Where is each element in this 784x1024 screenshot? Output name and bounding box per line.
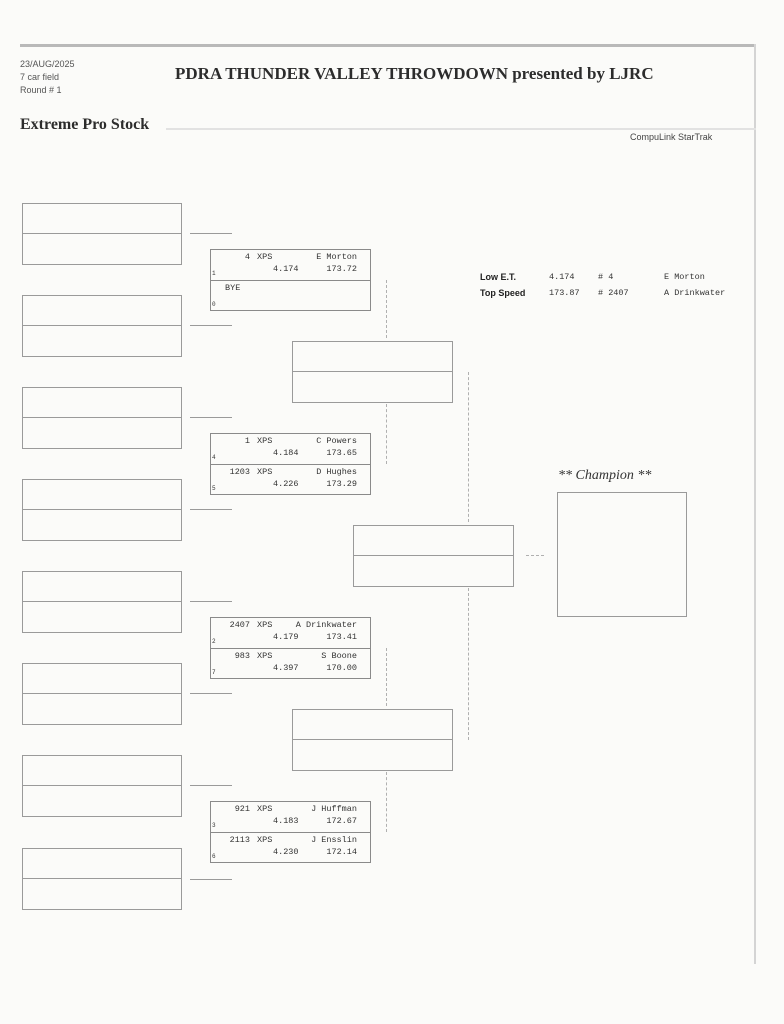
empty-slot xyxy=(22,571,182,633)
champion-box xyxy=(557,492,687,617)
class-code: XPS xyxy=(257,467,273,477)
connector-line xyxy=(190,879,232,880)
trap-speed: 172.67 xyxy=(326,816,357,826)
seed-number: 6 xyxy=(212,853,216,860)
top-speed-car: # 2407 xyxy=(598,288,629,298)
seed-number: 2 xyxy=(212,638,216,645)
connector-line xyxy=(468,588,469,740)
seed-number: 5 xyxy=(212,485,216,492)
driver-name: J Ensslin xyxy=(311,835,357,845)
lane-row xyxy=(211,648,370,679)
low-et-label: Low E.T. xyxy=(480,272,516,282)
elapsed-time: 4.179 xyxy=(273,632,299,642)
low-et-car: # 4 xyxy=(598,272,614,282)
round-number: Round # 1 xyxy=(20,85,62,95)
driver-name: D Hughes xyxy=(316,467,357,477)
driver-name: J Huffman xyxy=(311,804,357,814)
semifinal-slot xyxy=(292,709,453,771)
empty-slot xyxy=(22,848,182,910)
car-number: 983 xyxy=(234,651,250,661)
elapsed-time: 4.226 xyxy=(273,479,299,489)
lane-row xyxy=(211,434,370,464)
match-box xyxy=(210,249,371,311)
empty-slot xyxy=(22,663,182,725)
event-date: 23/AUG/2025 xyxy=(20,59,75,69)
seed-number: 0 xyxy=(212,301,216,308)
car-number: 4 xyxy=(244,252,250,262)
class-code: XPS xyxy=(257,651,273,661)
champion-label: ** Champion ** xyxy=(558,468,652,483)
seed-number: 1 xyxy=(212,270,216,277)
lane-row xyxy=(211,280,370,311)
top-speed-label: Top Speed xyxy=(480,288,526,298)
low-et-value: 4.174 xyxy=(549,272,575,282)
lane-row xyxy=(211,832,370,863)
field-size: 7 car field xyxy=(20,72,60,82)
match-box xyxy=(210,801,371,863)
brand-label: CompuLink StarTrak xyxy=(630,132,713,142)
connector-line xyxy=(386,404,387,464)
connector-line xyxy=(190,693,232,694)
driver-name: C Powers xyxy=(316,436,357,446)
semifinal-slot xyxy=(292,341,453,403)
connector-line xyxy=(468,372,469,522)
empty-slot xyxy=(22,203,182,265)
low-et-driver: E Morton xyxy=(664,272,705,282)
seed-number: 4 xyxy=(212,454,216,461)
elapsed-time: 4.184 xyxy=(273,448,299,458)
final-slot xyxy=(353,525,514,587)
connector-line xyxy=(386,772,387,832)
lane-row xyxy=(211,618,370,648)
bye-label: BYE xyxy=(225,283,241,293)
connector-line xyxy=(386,648,387,706)
connector-line xyxy=(190,785,232,786)
elapsed-time: 4.230 xyxy=(273,847,299,857)
connector-line xyxy=(190,601,232,602)
car-number: 1203 xyxy=(229,467,250,477)
class-code: XPS xyxy=(257,620,273,630)
lane-row xyxy=(211,250,370,280)
car-number: 921 xyxy=(234,804,250,814)
class-code: XPS xyxy=(257,252,273,262)
class-code: XPS xyxy=(257,835,273,845)
driver-name: E Morton xyxy=(316,252,357,262)
connector-line xyxy=(386,280,387,338)
driver-name: A Drinkwater xyxy=(295,620,357,630)
elapsed-time: 4.174 xyxy=(273,264,299,274)
trap-speed: 173.29 xyxy=(326,479,357,489)
top-speed-value: 173.87 xyxy=(549,288,580,298)
car-number: 2407 xyxy=(229,620,250,630)
empty-slot xyxy=(22,387,182,449)
empty-slot xyxy=(22,295,182,357)
empty-slot xyxy=(22,755,182,817)
connector-line xyxy=(190,233,232,234)
top-rule xyxy=(20,44,756,47)
connector-line xyxy=(190,417,232,418)
driver-name: S Boone xyxy=(321,651,357,661)
match-box xyxy=(210,617,371,679)
connector-line xyxy=(526,555,544,556)
seed-number: 7 xyxy=(212,669,216,676)
trap-speed: 173.41 xyxy=(326,632,357,642)
elapsed-time: 4.397 xyxy=(273,663,299,673)
top-speed-driver: A Drinkwater xyxy=(664,288,726,298)
car-number: 1 xyxy=(244,436,250,446)
trap-speed: 173.65 xyxy=(326,448,357,458)
class-title: Extreme Pro Stock xyxy=(20,116,150,133)
class-code: XPS xyxy=(257,804,273,814)
elapsed-time: 4.183 xyxy=(273,816,299,826)
match-box xyxy=(210,433,371,495)
lane-row xyxy=(211,802,370,832)
trap-speed: 172.14 xyxy=(326,847,357,857)
car-number: 2113 xyxy=(229,835,250,845)
seed-number: 3 xyxy=(212,822,216,829)
connector-line xyxy=(190,509,232,510)
class-rule xyxy=(166,128,756,130)
trap-speed: 173.72 xyxy=(326,264,357,274)
class-code: XPS xyxy=(257,436,273,446)
event-title: PDRA THUNDER VALLEY THROWDOWN presented by LJRC xyxy=(175,64,654,83)
empty-slot xyxy=(22,479,182,541)
connector-line xyxy=(190,325,232,326)
trap-speed: 170.00 xyxy=(326,663,357,673)
lane-row xyxy=(211,464,370,495)
right-edge-rule xyxy=(754,44,756,964)
